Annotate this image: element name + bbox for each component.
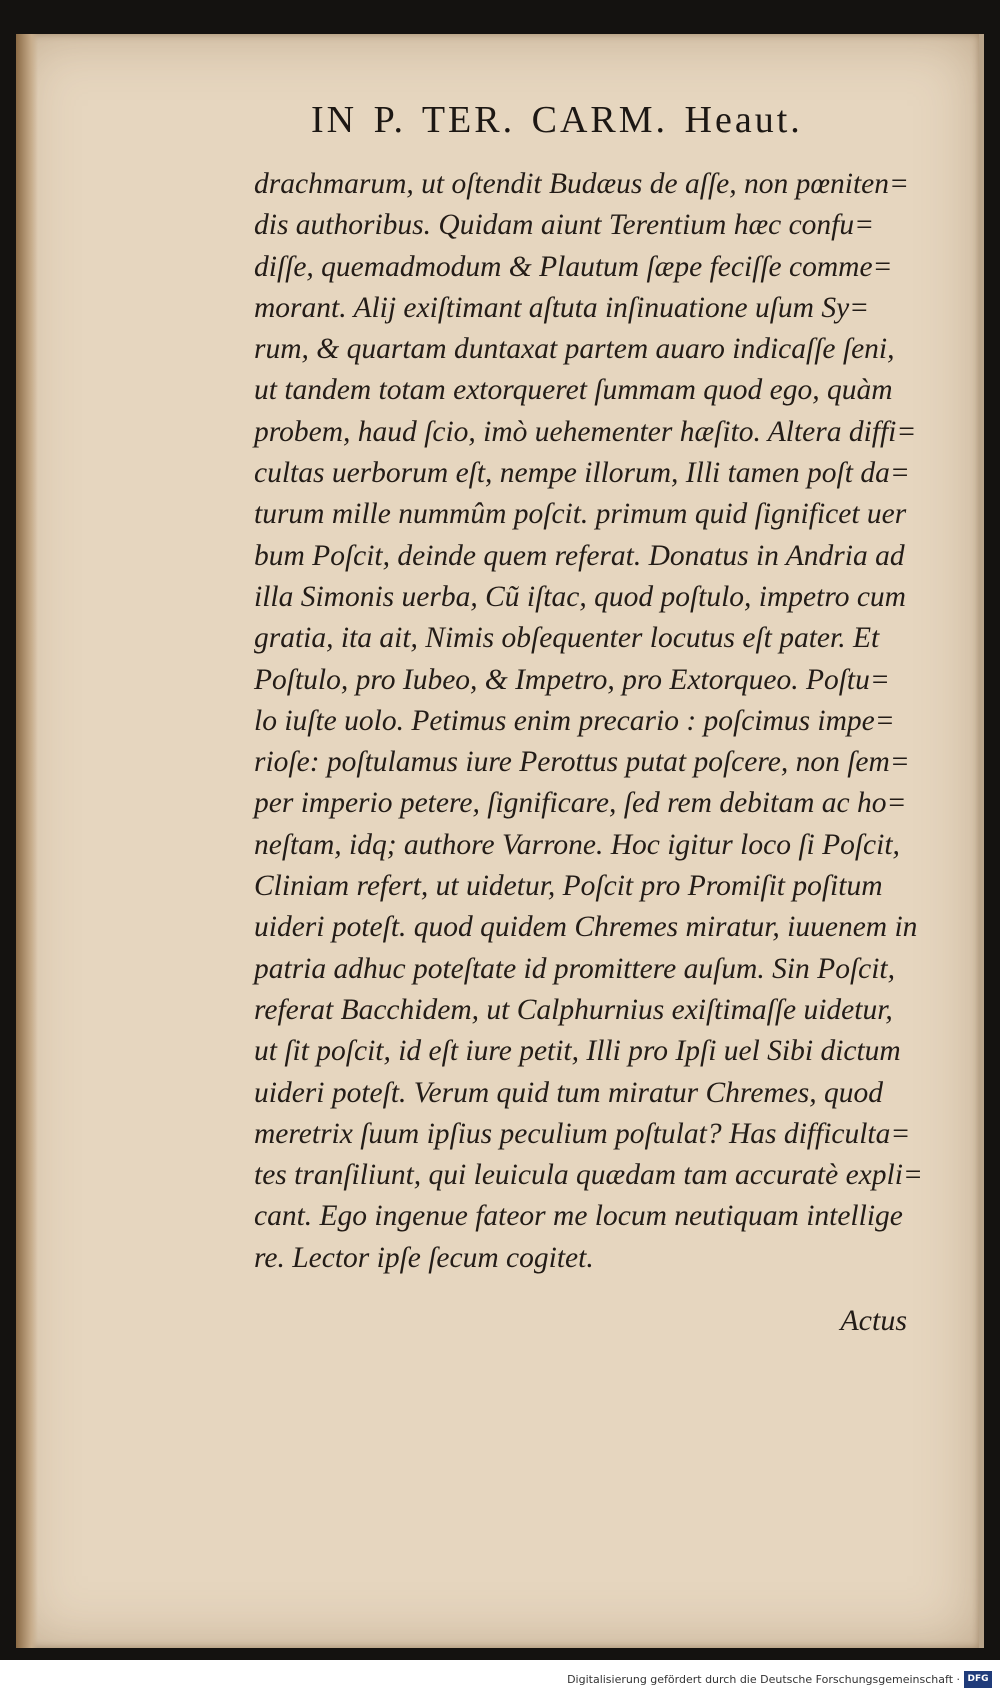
text-line: re. Lector ipſe ſecum cogitet. [254, 1241, 594, 1274]
text-line: Cliniam refert, ut uidetur, Poſcit pro Promiſit poſitum [254, 870, 883, 903]
dfg-logo-icon: DFG [964, 1671, 992, 1688]
text-line: illa Simonis uerba, Cũ iſtac, quod poſtulo, impetro cum [254, 580, 906, 613]
body-text [254, 164, 924, 1279]
running-head: IN P. TER. CARM. Heaut. [311, 99, 803, 141]
text-line: tes tranſiliunt, qui leuicula quædam tam accuratè expli= [254, 1159, 923, 1192]
text-line: bum Poſcit, deinde quem referat. Donatus in Andria ad [254, 539, 905, 572]
text-line: per imperio petere, ſignificare, ſed rem debitam ac ho= [254, 787, 907, 820]
text-line: rioſe: poſtulamus iure Perottus putat poſcere, non ſem= [254, 746, 910, 779]
text-line: uideri poteſt. quod quidem Chremes miratur, iuuenem in [254, 911, 918, 944]
text-line: dis authoribus. Quidam aiunt Terentium hæc confu= [254, 209, 875, 242]
text-line: neſtam, idq; authore Varrone. Hoc igitur loco ſi Poſcit, [254, 828, 900, 861]
funding-credit: Digitalisierung gefördert durch die Deutsche Forschungsgemeinschaft · [567, 1673, 960, 1686]
text-line: drachmarum, ut oſtendit Budæus de aſſe, non pœniten= [254, 168, 909, 200]
text-line: ut tandem totam extorqueret ſummam quod ego, quàm [254, 374, 893, 407]
text-line: uideri poteſt. Verum quid tum miratur Chremes, quod [254, 1076, 884, 1109]
text-line: diſſe, quemadmodum & Plautum ſæpe feciſſe comme= [254, 250, 893, 283]
text-line: cultas uerborum eſt, nempe illorum, Illi tamen poſt da= [254, 457, 910, 490]
text-line: probem, haud ſcio, imò uehementer hæſito. Altera diffi= [254, 415, 917, 448]
text-line: turum mille nummûm poſcit. primum quid ſignificet uer [254, 498, 907, 531]
text-line: lo iuſte uolo. Petimus enim precario : poſcimus impe= [254, 704, 895, 737]
text-line: cant. Ego ingenue fateor me locum neutiquam intellige [254, 1200, 903, 1233]
page-gutter [16, 34, 38, 1648]
text-line: Poſtulo, pro Iubeo, & Impetro, pro Extorqueo. Poſtu= [254, 663, 890, 696]
book-page [16, 34, 984, 1648]
text-line: morant. Alij exiſtimant aſtuta inſinuatione uſum Sy= [254, 291, 870, 324]
catchword: Actus [840, 1304, 907, 1337]
text-line: rum, & quartam duntaxat partem auaro indicaſſe ſeni, [254, 333, 895, 366]
text-line: ut ſit poſcit, id eſt iure petit, Illi pro Ipſi uel Sibi dictum [254, 1035, 901, 1068]
digitization-footer [0, 1660, 1000, 1700]
text-line: meretrix ſuum ipſius peculium poſtulat? Has difficulta= [254, 1117, 911, 1150]
text-line: patria adhuc poteſtate id promittere auſum. Sin Poſcit, [254, 952, 896, 985]
text-line: gratia, ita ait, Nimis obſequenter locutus eſt pater. Et [254, 622, 880, 655]
text-line: referat Bacchidem, ut Calphurnius exiſtimaſſe uidetur, [254, 993, 893, 1026]
